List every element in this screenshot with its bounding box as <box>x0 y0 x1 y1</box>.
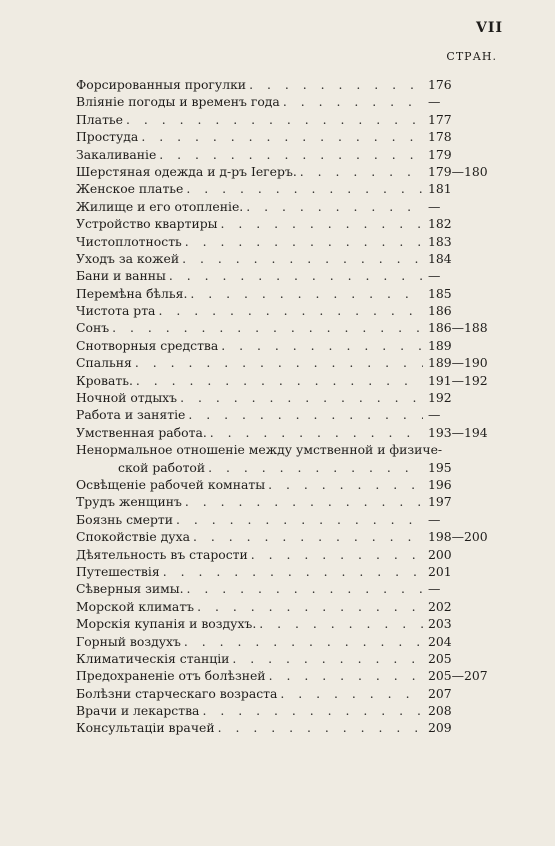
toc-entry-page: 201 <box>428 563 452 579</box>
dot-leader <box>169 267 423 284</box>
dot-leader <box>283 93 423 110</box>
toc-entry-title: Снотворныя средства <box>76 337 219 353</box>
dot-leader <box>180 389 423 406</box>
toc-entry-page: 189—190 <box>428 355 488 371</box>
toc-entry <box>76 128 498 145</box>
dot-leader <box>268 476 423 493</box>
toc-entry-page: 186 <box>428 303 452 319</box>
toc-entry-page: — <box>428 511 441 527</box>
toc-entry-title: Климатическія станціи <box>76 650 230 666</box>
dot-leader <box>197 598 423 615</box>
toc-entry-page: 198—200 <box>428 529 488 545</box>
toc-entry-page: 208 <box>428 703 452 719</box>
toc-entry-page: 179—180 <box>428 163 488 179</box>
toc-entry <box>76 633 498 650</box>
dot-leader <box>176 511 423 528</box>
toc-entry-page: 191—192 <box>428 372 488 388</box>
dot-leader <box>163 563 423 580</box>
toc-entry-page: 200 <box>428 546 452 562</box>
toc-entry-page: 203 <box>428 616 452 632</box>
dot-leader <box>232 650 423 667</box>
toc-entry-title: Освѣщеніе рабочей комнаты <box>76 476 266 492</box>
toc-entry <box>76 93 498 110</box>
toc-entry-title: Трудъ женщинъ <box>76 494 182 510</box>
dot-leader <box>221 215 423 232</box>
toc-entry-title: Сѣверныя зимы. <box>76 581 184 597</box>
toc-entry <box>76 111 498 128</box>
toc-entry-title: Форсированныя прогулки <box>76 77 247 92</box>
toc-entry-page: 183 <box>428 233 452 249</box>
dot-leader <box>193 528 423 545</box>
toc-entry <box>76 598 498 615</box>
toc-entry <box>76 546 498 563</box>
toc-entry-title: Врачи и лекарства <box>76 703 200 719</box>
toc-entry <box>76 528 498 545</box>
dot-leader <box>259 615 423 632</box>
toc-entry <box>76 580 498 597</box>
toc-entry-title: Шерстяная одежда и д-ръ Iегеръ. <box>76 163 297 179</box>
toc-entry <box>76 615 498 632</box>
toc-entry-page: 178 <box>428 129 452 145</box>
toc-entry-page: 181 <box>428 181 452 197</box>
toc-entry-title: Спокойствіе духа <box>76 529 190 545</box>
toc-entry <box>76 476 498 493</box>
toc-entry-page: 193—194 <box>428 424 488 440</box>
toc-entry-title: Горный воздухъ <box>76 633 181 649</box>
toc-entry-title: Морской климатъ <box>76 598 195 614</box>
toc-entry-title: Устройство квартиры <box>76 216 218 232</box>
toc-entry-title: Спальня <box>76 355 132 371</box>
page-column-header: СТРАН. <box>446 50 497 63</box>
dot-leader <box>159 146 423 163</box>
dot-leader <box>218 719 423 736</box>
toc-entry-title: Женское платье <box>76 181 184 197</box>
toc-entry-title: Ночной отдыхъ <box>76 390 178 406</box>
toc-entry <box>76 180 498 197</box>
toc-entry-title: Ненормальное отношеніе между умственной и физиче- <box>76 442 443 458</box>
toc-entry-page: — <box>428 198 441 214</box>
toc-entry-title: Чистоплотность <box>76 233 182 249</box>
toc-entry <box>76 389 498 406</box>
toc-entry <box>76 319 498 336</box>
dot-leader <box>300 163 423 180</box>
dot-leader <box>135 354 423 371</box>
toc-entry-title: Чистота рта <box>76 303 156 319</box>
toc-entry-title: Жилище и его отопленіе. <box>76 198 244 214</box>
toc-entry-title: Морскія купанія и воздухъ. <box>76 616 257 632</box>
toc-entry-page: — <box>428 268 441 284</box>
toc-entry <box>76 441 498 458</box>
toc-entry <box>76 372 498 389</box>
dot-leader <box>184 633 423 650</box>
toc-entry <box>76 285 498 302</box>
toc-entry <box>76 233 498 250</box>
toc-entry <box>76 146 498 163</box>
dot-leader <box>208 459 423 476</box>
toc-entry <box>76 198 498 215</box>
toc-entry-page: 197 <box>428 494 452 510</box>
toc-entry <box>76 685 498 702</box>
toc-entry <box>76 76 498 93</box>
toc-entry-title: Закаливаніе <box>76 146 157 162</box>
toc-entry-title: Простуда <box>76 129 139 145</box>
toc-entry <box>76 650 498 667</box>
toc-entry-page: 192 <box>428 390 452 406</box>
toc-entry-title: Умственная работа. <box>76 424 207 440</box>
toc-entry-title: Уходъ за кожей <box>76 250 180 266</box>
toc-entry <box>76 493 498 510</box>
toc-entry-title: Предохраненіе отъ болѣзней <box>76 668 266 684</box>
toc-entry-page: 176 <box>428 77 452 92</box>
toc-entry-page: 204 <box>428 633 452 649</box>
toc-entry-page: 207 <box>428 685 452 701</box>
toc-entry <box>76 667 498 684</box>
dot-leader <box>188 406 423 423</box>
toc-entry <box>76 163 498 180</box>
toc-entry-page: 195 <box>428 459 452 475</box>
toc-entry <box>76 719 498 736</box>
toc-entry-title: Путешествія <box>76 563 160 579</box>
dot-leader <box>185 493 423 510</box>
dot-leader <box>251 546 423 563</box>
toc-entry-page: 177 <box>428 111 452 127</box>
dot-leader <box>269 667 423 684</box>
toc-entry <box>76 702 498 719</box>
dot-leader <box>186 180 423 197</box>
toc-entry <box>76 511 498 528</box>
dot-leader <box>246 198 423 215</box>
toc-entry-title: Кровать. <box>76 372 133 388</box>
toc-entry-page: 209 <box>428 720 452 736</box>
toc-entry <box>76 406 498 423</box>
toc-entry-title: Работа и занятіе <box>76 407 186 423</box>
toc-entry-page: — <box>428 581 441 597</box>
page-number: VII <box>476 20 503 36</box>
dot-leader <box>126 111 423 128</box>
toc-entry-title: Перемѣна бѣлья. <box>76 285 188 301</box>
toc-entry-page: 189 <box>428 337 452 353</box>
toc-entry <box>76 563 498 580</box>
toc-entry-page: 184 <box>428 250 452 266</box>
toc-entry-page: 185 <box>428 285 452 301</box>
dot-leader <box>158 302 423 319</box>
dot-leader <box>141 128 423 145</box>
toc-entry-title: Консультаціи врачей <box>76 720 215 736</box>
toc-entry <box>76 250 498 267</box>
table-of-contents <box>76 76 498 737</box>
toc-entry-title: Платье <box>76 111 123 127</box>
toc-entry-page: — <box>428 407 441 423</box>
toc-entry-title: Дѣятельность въ старости <box>76 546 248 562</box>
toc-entry-page: 205 <box>428 650 452 666</box>
dot-leader <box>112 319 423 336</box>
toc-entry <box>76 215 498 232</box>
toc-entry-page: 196 <box>428 476 452 492</box>
dot-leader <box>190 285 423 302</box>
dot-leader <box>249 76 423 93</box>
dot-leader <box>136 372 423 389</box>
toc-entry <box>76 302 498 319</box>
toc-entry <box>76 424 498 441</box>
dot-leader <box>202 702 423 719</box>
dot-leader <box>210 424 423 441</box>
toc-entry-page: 182 <box>428 216 452 232</box>
dot-leader <box>280 685 423 702</box>
toc-entry-title: Вліяніе погоды и временъ года <box>76 94 280 110</box>
toc-entry-title: Сонъ <box>76 320 110 336</box>
toc-entry-page: 202 <box>428 598 452 614</box>
dot-leader <box>182 250 423 267</box>
toc-entry <box>76 337 498 354</box>
toc-entry-continuation <box>76 459 498 476</box>
toc-entry-title-continuation: ской работой <box>118 459 206 475</box>
dot-leader <box>221 337 423 354</box>
toc-entry-title: Бани и ванны <box>76 268 166 284</box>
toc-entry-page: 186—188 <box>428 320 488 336</box>
toc-entry-page: 179 <box>428 146 452 162</box>
toc-entry-page: — <box>428 94 441 110</box>
dot-leader <box>187 580 423 597</box>
toc-entry <box>76 354 498 371</box>
toc-entry-page: 205—207 <box>428 668 488 684</box>
toc-entry <box>76 267 498 284</box>
toc-entry-title: Боязнь смерти <box>76 511 174 527</box>
dot-leader <box>185 233 423 250</box>
toc-entry-title: Болѣзни старческаго возраста <box>76 685 278 701</box>
